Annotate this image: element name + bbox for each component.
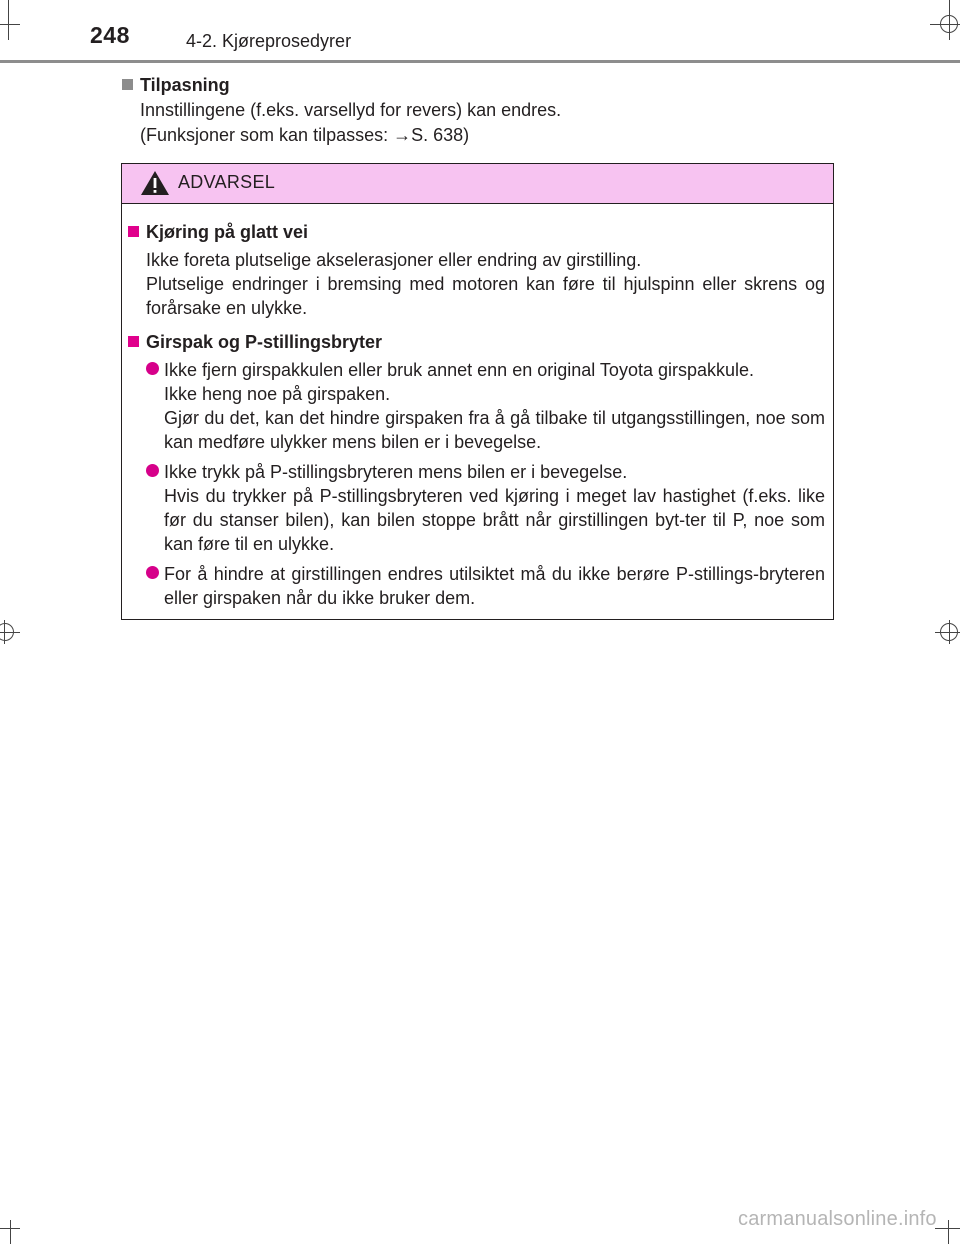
warning-triangle-icon [140, 170, 170, 196]
warning-subheading: Girspak og P-stillingsbryter [128, 330, 825, 354]
round-bullet-icon [146, 464, 159, 477]
page-header [0, 0, 960, 62]
warning-header [122, 164, 833, 204]
warning-label: ADVARSEL [178, 172, 276, 192]
warning-box [121, 163, 834, 620]
page-number: 248 [90, 22, 130, 48]
customization-section [122, 73, 832, 148]
customization-reference: (Funksjoner som kan tilpasses: →S. 638) [140, 125, 470, 145]
section-title: 4-2. Kjøreprosedyrer [186, 31, 352, 51]
customization-heading: Tilpasning [122, 73, 832, 98]
square-bullet-icon [128, 226, 139, 237]
warning-body [122, 204, 833, 610]
customization-text: Innstillingene (f.eks. varsellyd for revers) kan endres. [140, 100, 562, 120]
warning-subheading: Kjøring på glatt vei [128, 220, 825, 244]
header-rule [0, 60, 960, 63]
warning-paragraph: Ikke foreta plutselige akselerasjoner eller endring av girstilling. Plutselige endringer i bremsing med motoren kan føre til hjulspinn eller skrens og forårsake en ulykke. [146, 250, 825, 318]
round-bullet-icon [146, 362, 159, 375]
square-bullet-icon [122, 79, 133, 90]
watermark: carmanualsonline.info [738, 1208, 937, 1230]
list-item: Ikke fjern girspakkulen eller bruk annet enn en original Toyota girspakkule. Ikke heng noe på girspaken. Gjør du det, kan det hindre girspaken fra å gå tilbake til utgangsstillingen, noe som kan medføre ulykker mens bilen er i bevegelse. [128, 358, 825, 454]
list-item: For å hindre at girstillingen endres utilsiktet må du ikke berøre P-stillings-bryteren eller girspaken når du ikke bruker dem. [128, 562, 825, 610]
list-item: Ikke trykk på P-stillingsbryteren mens bilen er i bevegelse. Hvis du trykker på P-stillingsbryteren ved kjøring i meget lav hastighet (f.eks. like før du stanser bilen), kan bilen stoppe brått når girstillingen byt-ter til P, noe som kan føre til en ulykke. [128, 460, 825, 556]
square-bullet-icon [128, 336, 139, 347]
round-bullet-icon [146, 566, 159, 579]
